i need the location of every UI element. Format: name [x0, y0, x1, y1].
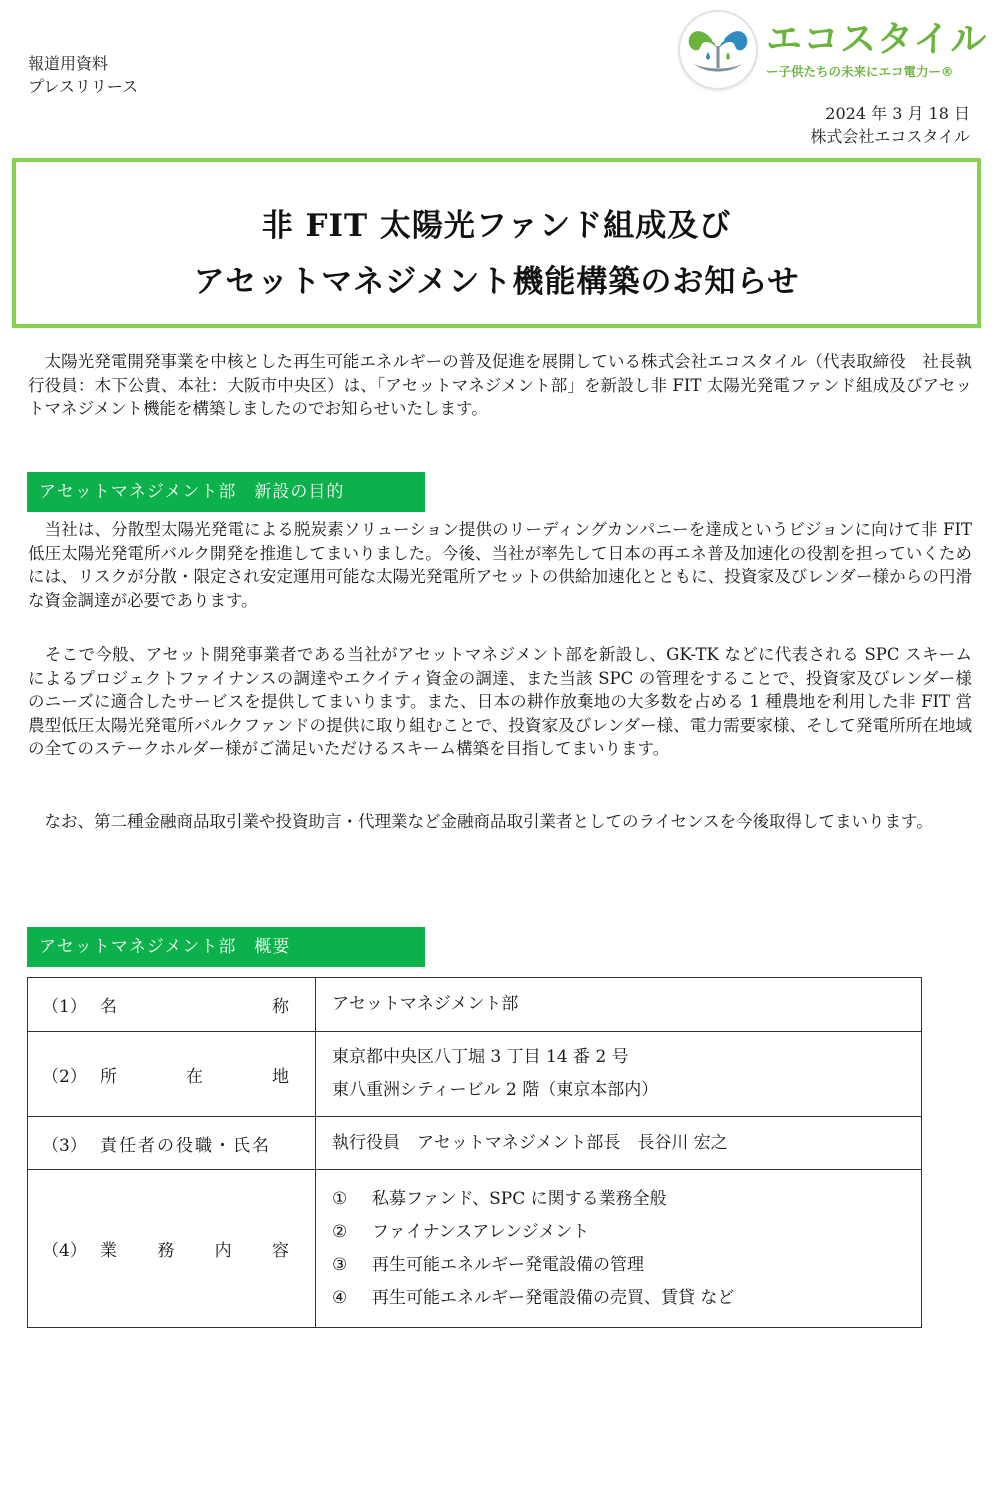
table-value-cell [316, 1117, 922, 1170]
issuing-company: 株式会社エコスタイル [810, 127, 970, 146]
row-number: （4） [42, 1241, 87, 1261]
list-item-text: 再生可能エネルギー発電設備の売買、賃貸 など [372, 1287, 735, 1308]
list-number-marker: ① [332, 1188, 348, 1209]
list-number-marker: ② [332, 1221, 348, 1242]
purpose-paragraph-1: 当社は、分散型太陽光発電による脱炭素ソリューション提供のリーディングカンパニーを達成というビジョンに向けて非 FIT 低圧太陽光発電所バルク開発を推進してまいりました。今後、当社が率先して日本の再エネ普及加速化の役割を担っていくためには、リスクが分散・限定され安定運用可能な太陽光発電所アセットの供給加速化とともに、投資家及びレンダー様からの円滑な資金調達が必要であります。 [28, 520, 972, 610]
table-row-manager [28, 1117, 922, 1170]
table-label-cell [28, 1170, 316, 1328]
company-logo [680, 12, 990, 92]
title-box [12, 158, 981, 328]
row-label-char: 所 [100, 1066, 117, 1087]
section-heading-overview: アセットマネジメント部 概要 [27, 927, 425, 967]
table-label-cell [28, 1117, 316, 1170]
overview-table [27, 977, 922, 1328]
logo-tagline: ー子供たちの未来にエコ電力ー® [766, 64, 954, 79]
document-type-label [28, 52, 138, 98]
row-label-char: 内 [214, 1241, 232, 1261]
row-label-char: 務 [157, 1241, 175, 1261]
doc-type-press-material: 報道用資料 [28, 54, 109, 73]
logo-brand-name: エコスタイル [766, 19, 988, 60]
address-line-1: 東京都中央区八丁堀 3 丁目 14 番 2 号 [332, 1047, 629, 1067]
purpose-paragraph-3: なお、第二種金融商品取引業や投資助言・代理業など金融商品取引業者としてのライセンスを今後取得してまいります。 [28, 812, 933, 831]
list-number-marker: ③ [332, 1254, 348, 1275]
row-number: （1） [42, 997, 87, 1017]
purpose-paragraph-2: そこで今般、アセット開発事業者である当社がアセットマネジメント部を新設し、GK-TK などに代表される SPC スキームによるプロジェクトファイナンスの調達やエクイティ資金の調達、また当該 SPC の管理をすることで、投資家及びレンダー様のニーズに適合したサービスを提供してまいります。また、日本の耕作放棄地の大多数を占める 1 種農地を利用した非 FIT 営農型低圧太陽光発電所バルクファンドの提供に取り組むことで、投資家及びレンダー様、電力需要家様、そして発電所所在地域の全てのステークホルダー様がご満足いただけるスキーム構築を目指してまいります。 [28, 645, 972, 758]
row-label-char: 業 [100, 1241, 117, 1261]
list-item-text: ファイナンスアレンジメント [372, 1221, 590, 1242]
list-item [332, 1216, 921, 1249]
table-value-cell [316, 978, 922, 1032]
table-row-location [28, 1032, 922, 1117]
row-label-char: 称 [272, 997, 289, 1017]
intro-paragraph: 太陽光発電開発事業を中核とした再生可能エネルギーの普及促進を展開している株式会社エコスタイル（代表取締役 社長執行役員：木下公貴、本社：大阪市中央区）は、「アセットマネジメント部」を新設し非 FIT 太陽光発電ファンド組成及びアセットマネジメント機能を構築しましたのでお知らせいたします。 [28, 352, 972, 418]
release-date: 2024 年 3 月 18 日 [825, 104, 970, 123]
table-row-name [28, 978, 922, 1032]
list-item-text: 私募ファンド、SPC に関する業務全般 [372, 1188, 667, 1209]
section-heading-purpose: アセットマネジメント部 新設の目的 [27, 472, 425, 512]
list-number-marker: ④ [332, 1287, 348, 1308]
row-number: （3） [42, 1135, 87, 1156]
row-label-char: 地 [272, 1066, 289, 1087]
eco-fountain-logo-icon [680, 12, 756, 88]
department-name: アセットマネジメント部 [332, 994, 519, 1014]
release-info [810, 102, 970, 148]
table-row-business [28, 1170, 922, 1328]
table-label-cell [28, 978, 316, 1032]
title-line-2: アセットマネジメント機能構築のお知らせ [193, 264, 800, 300]
row-label-char: 容 [271, 1241, 289, 1261]
table-label-cell [28, 1032, 316, 1117]
row-label [100, 1131, 289, 1156]
row-label [100, 992, 289, 1017]
row-number: （2） [42, 1066, 87, 1087]
table-value-cell [316, 1170, 922, 1328]
row-label-char: 在 [186, 1066, 203, 1087]
list-item-text: 再生可能エネルギー発電設備の管理 [372, 1254, 644, 1275]
row-label [100, 1236, 289, 1261]
row-label-char: 名 [100, 997, 117, 1017]
title-line-1: 非 FIT 太陽光ファンド組成及び [261, 208, 732, 244]
list-item [332, 1249, 921, 1282]
manager-name: 執行役員 アセットマネジメント部長 長谷川 宏之 [332, 1132, 728, 1153]
row-label [100, 1062, 289, 1087]
address-line-2: 東八重洲シティービル 2 階（東京本部内） [332, 1080, 659, 1100]
doc-type-press-release: プレスリリース [28, 77, 139, 96]
list-item [332, 1282, 921, 1315]
table-value-cell [316, 1032, 922, 1117]
row-label-char: 責任者の役職・氏名 [100, 1135, 271, 1156]
list-item [332, 1183, 921, 1216]
